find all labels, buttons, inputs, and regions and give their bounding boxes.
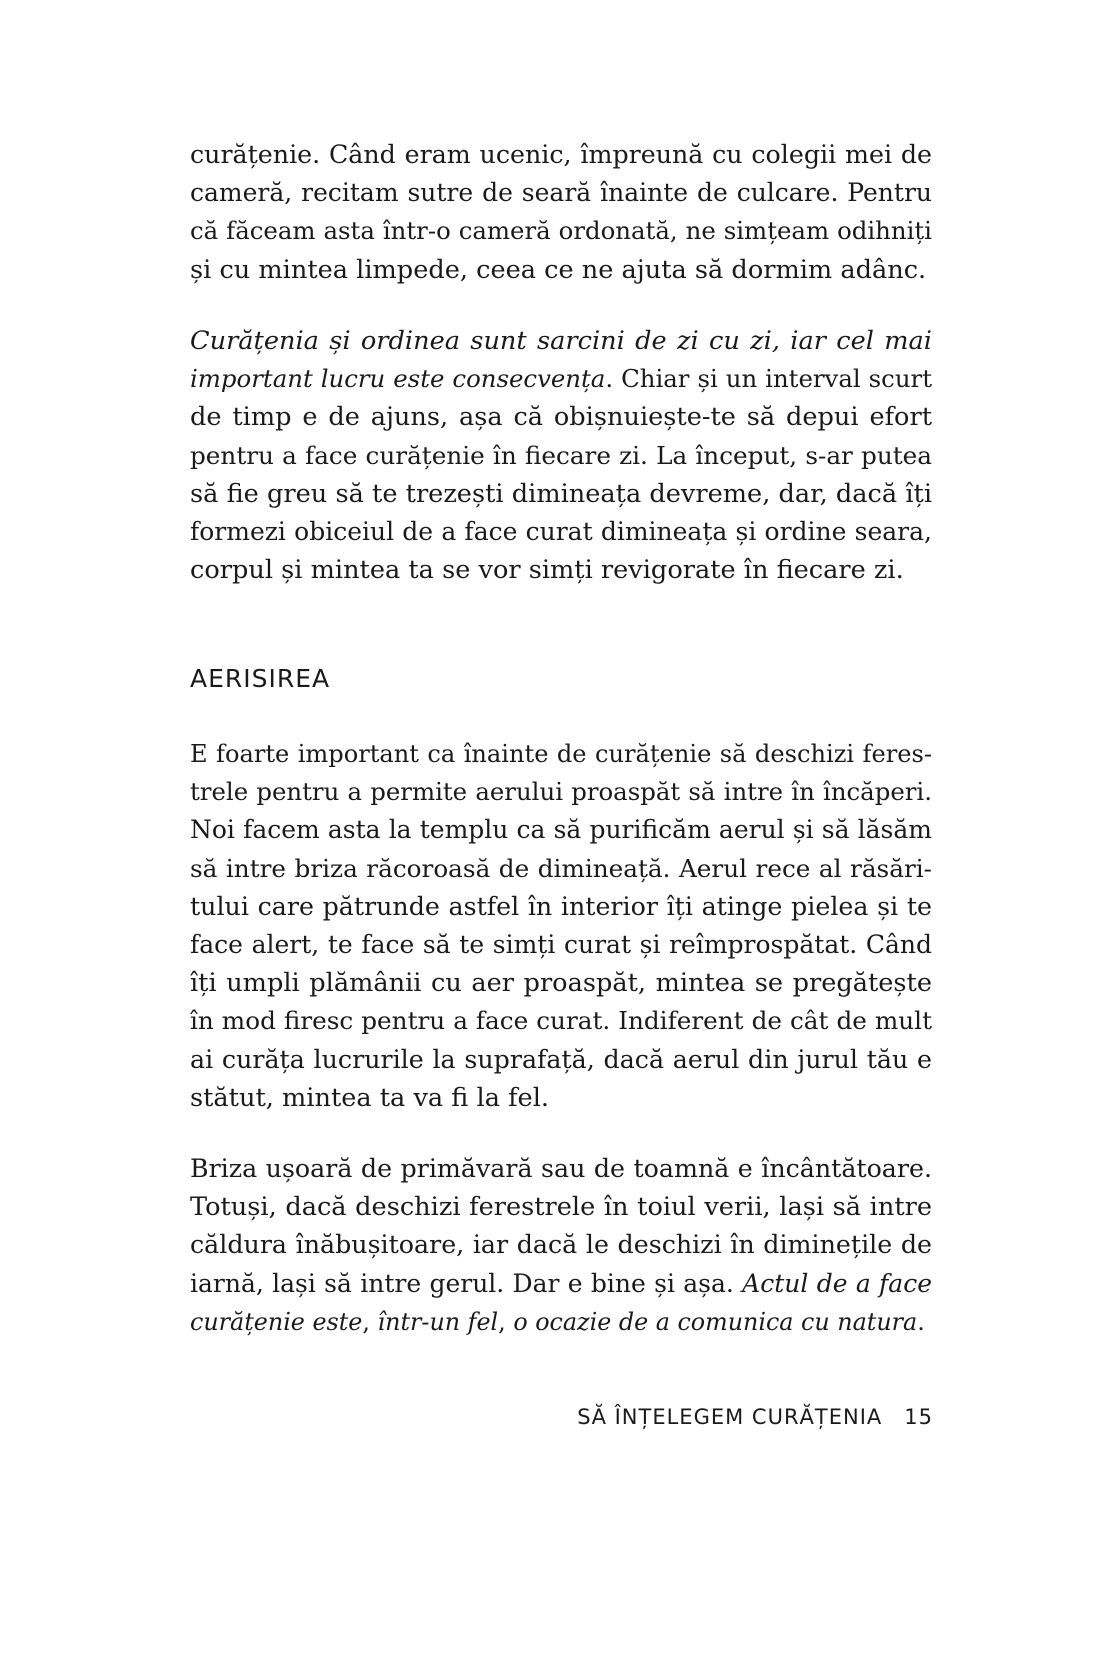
- text-line: [190, 1303, 932, 1341]
- text-run: ,: [362, 1307, 378, 1336]
- italic-text: Curățenia și ordinea sunt sarcini de zi cu zi, iar cel mai: [190, 326, 932, 356]
- paragraph-4: [190, 1150, 932, 1341]
- italic-text: important lucru este consecvența: [190, 364, 606, 394]
- text-line: [190, 850, 932, 888]
- text-run: Totuși, dacă deschizi ferestrele în toiul verii, lași să intre: [190, 1192, 932, 1223]
- italic-text: într-un fel: [377, 1307, 499, 1336]
- page-number: 15: [904, 1405, 933, 1429]
- text-line: [190, 1226, 932, 1264]
- text-run: trele pentru a permite aerului proaspăt să intre în încăperi.: [190, 777, 932, 807]
- text-run: . Chiar și un interval scurt: [605, 364, 933, 394]
- text-line: [190, 360, 932, 398]
- text-run: cameră, recitam sutre de seară înainte de culcare. Pentru: [190, 178, 932, 208]
- text-run: de timp e de ajuns, așa că obișnuiește-te să depui efort: [190, 402, 932, 433]
- text-line: [190, 513, 932, 551]
- text-line: [190, 964, 932, 1002]
- text-line: [190, 136, 932, 174]
- text-line: [190, 1265, 932, 1303]
- text-line: [190, 1079, 932, 1117]
- text-line: [190, 322, 932, 360]
- italic-text: o ocazie de a comunica cu natura: [513, 1307, 918, 1336]
- text-run: tului care pătrunde astfel în interior îți atinge pielea și te: [190, 891, 932, 921]
- running-head-chapter: SĂ ÎNȚELEGEM CURĂȚENIA: [577, 1405, 883, 1429]
- text-line: [190, 437, 932, 475]
- text-run: .: [917, 1307, 925, 1336]
- text-run: ,: [498, 1307, 514, 1336]
- text-line: [190, 1150, 932, 1188]
- text-run: și cu mintea limpede, ceea ce ne ajuta să dormim adânc.: [190, 254, 927, 285]
- text-run: pentru a face curățenie în fiecare zi. La început, s-ar putea: [190, 440, 932, 470]
- text-run: E foarte important ca înainte de curățenie să deschizi feres-: [190, 740, 932, 768]
- text-line: [190, 551, 932, 589]
- text-run: face alert, te face să te simți curat și reîmprospătat. Când: [190, 930, 932, 960]
- paragraph-3: [190, 735, 932, 1117]
- paragraph-1: [190, 136, 932, 289]
- italic-text: Actul de a face: [742, 1268, 932, 1298]
- text-run: să fie greu să te trezești dimineața devreme, dar, dacă îți: [190, 478, 932, 509]
- section-heading: AERISIREA: [190, 664, 331, 693]
- text-line: [190, 735, 932, 773]
- paragraph-2: [190, 322, 932, 589]
- text-line: [190, 773, 932, 811]
- text-run: formezi obiceiul de a face curat dimineața și ordine seara,: [190, 517, 932, 547]
- text-run: în mod firesc pentru a face curat. Indiferent de cât de mult: [190, 1006, 932, 1036]
- text-run: Noi facem asta la templu ca să purificăm aerul și să lăsăm: [190, 815, 932, 845]
- text-run: să intre briza răcoroasă de dimineață. Aerul rece al răsări-: [190, 853, 932, 883]
- text-line: [190, 251, 932, 289]
- text-run: stătut, mintea ta va fi la fel.: [190, 1082, 550, 1113]
- text-run: că făceam asta într-o cameră ordonată, ne simțeam odihniți: [190, 216, 932, 246]
- text-line: [190, 926, 932, 964]
- text-line: [190, 174, 932, 212]
- text-line: [190, 888, 932, 926]
- italic-text: curățenie este: [190, 1307, 363, 1336]
- text-line: [190, 212, 932, 250]
- text-line: [190, 1002, 932, 1040]
- text-run: îți umpli plămânii cu aer proaspăt, mintea se pregătește: [190, 968, 932, 999]
- page-footer: [577, 1405, 933, 1429]
- text-line: [190, 398, 932, 436]
- text-run: ai curăța lucrurile la suprafață, dacă aerul din jurul tău e: [190, 1044, 932, 1074]
- text-line: [190, 1188, 932, 1226]
- text-line: [190, 811, 932, 849]
- text-run: căldura înăbușitoare, iar dacă le deschizi în diminețile de: [190, 1230, 932, 1260]
- text-run: iarnă, lași să intre gerul. Dar e bine și așa.: [190, 1268, 743, 1298]
- text-line: [190, 475, 932, 513]
- text-run: curățenie. Când eram ucenic, împreună cu colegii mei de: [190, 140, 932, 169]
- text-run: Briza ușoară de primăvară sau de toamnă e încântătoare.: [190, 1154, 932, 1183]
- text-run: corpul și mintea ta se vor simți revigorate în fiecare zi.: [190, 555, 904, 586]
- text-line: [190, 1041, 932, 1079]
